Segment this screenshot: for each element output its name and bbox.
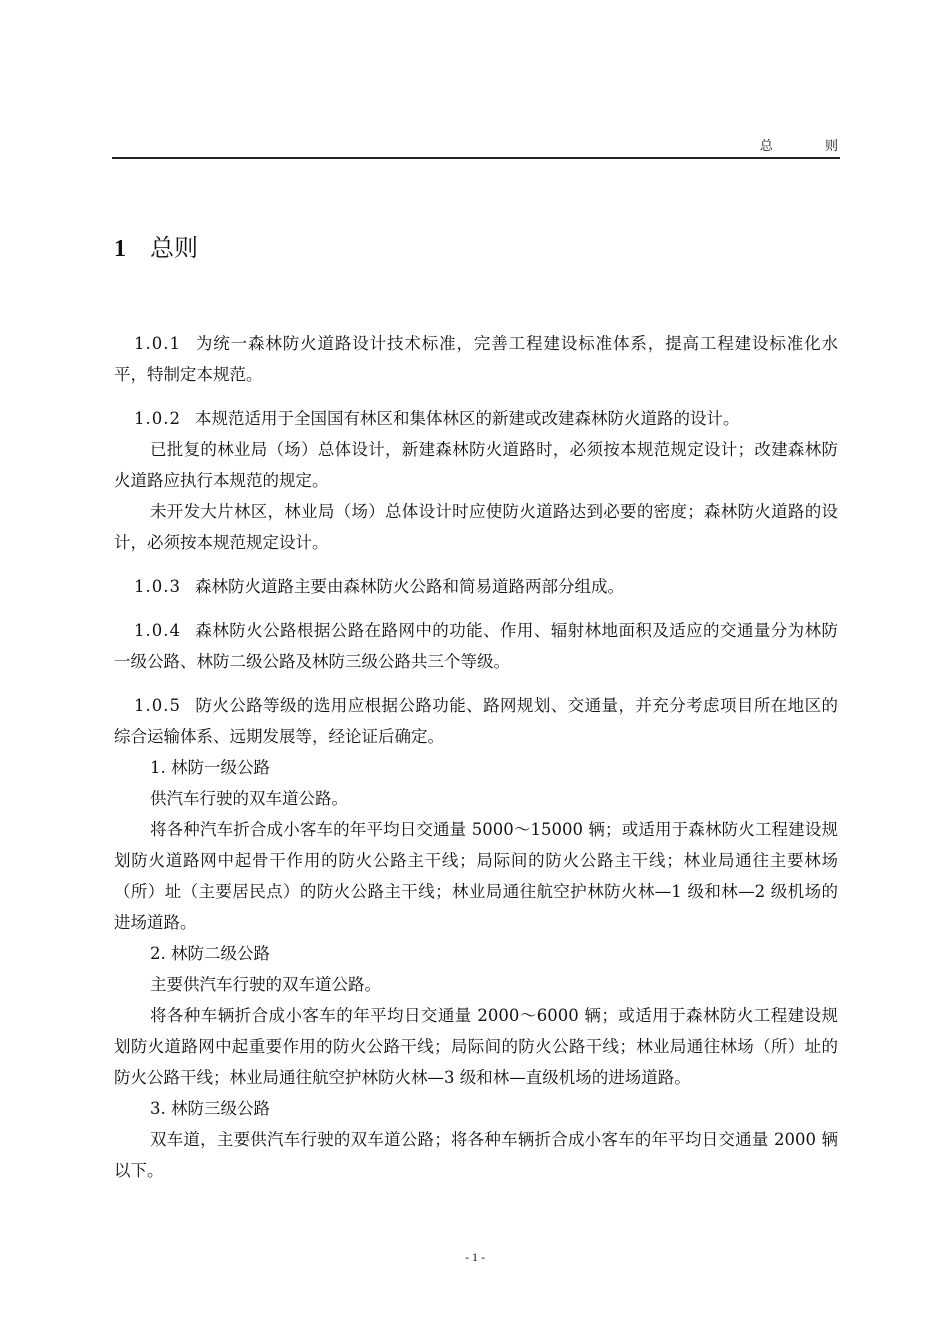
running-header [112,139,862,159]
clause-text: 为统一森林防火道路设计技术标准，完善工程建设标准体系，提高工程建设标准化水平，特制定本规范。 [114,334,838,384]
chapter-heading [114,232,198,265]
clause-number: 1.0.1 [134,334,181,353]
body-paragraph: 已批复的林业局（场）总体设计，新建森林防火道路时，必须按本规范规定设计；改建森林防火道路应执行本规范的规定。 [114,440,838,490]
clause-paragraph [114,571,838,602]
running-title: 总 则 [759,139,862,154]
clause-text: 森林防火公路根据公路在路网中的功能、作用、辐射林地面积及适应的交通量分为林防一级公路、林防二级公路及林防三级公路共三个等级。 [114,621,838,671]
clause-number: 1.0.5 [134,696,181,715]
chapter-number: 1 [114,236,126,262]
clause-text: 森林防火道路主要由森林防火公路和简易道路两部分组成。 [194,577,624,596]
body-paragraph: 双车道，主要供汽车行驶的双车道公路；将各种车辆折合成小客车的年平均日交通量 2000 辆以下。 [114,1130,838,1180]
clause-paragraph [114,328,838,390]
subsection-heading: 1. 林防一级公路 [150,758,270,777]
body-paragraph: 将各种汽车折合成小客车的年平均日交通量 5000～15000 辆；或适用于森林防火工程建设规划防火道路网中起骨干作用的防火公路主干线；局际间的防火公路主干线；林业局通往主要林场（所）址（主要居民点）的防火公路主干线；林业局通往航空护林防火林—1 级和林—2 级机场的进场道路。 [114,820,838,932]
clause-paragraph [114,403,838,434]
body-paragraph: 将各种车辆折合成小客车的年平均日交通量 2000～6000 辆；或适用于森林防火工程建设规划防火道路网中起重要作用的防火公路干线；局际间的防火公路干线；林业局通往林场（所）址的防火公路干线；林业局通往航空护林防火林—3 级和林—直级机场的进场道路。 [114,1006,838,1087]
clause-text: 本规范适用于全国国有林区和集体林区的新建或改建森林防火道路的设计。 [194,409,740,428]
clause-paragraph [114,615,838,677]
subsection-heading: 3. 林防三级公路 [150,1099,270,1118]
body-paragraph: 未开发大片林区，林业局（场）总体设计时应使防火道路达到必要的密度；森林防火道路的设计，必须按本规范规定设计。 [114,502,838,552]
clause-number: 1.0.3 [134,577,181,596]
clause-number: 1.0.4 [134,621,181,640]
body-paragraph: 主要供汽车行驶的双车道公路。 [150,975,381,994]
clause-text: 防火公路等级的选用应根据公路功能、路网规划、交通量，并充分考虑项目所在地区的综合运输体系、远期发展等，经论证后确定。 [114,696,838,746]
subsection-heading: 2. 林防二级公路 [150,944,270,963]
clause-paragraph [114,690,838,752]
body-paragraph: 供汽车行驶的双车道公路。 [150,789,348,808]
document-body [114,328,838,1186]
chapter-title: 总则 [150,234,198,262]
clause-number: 1.0.2 [134,409,181,428]
page-number: - 1 - [465,1250,485,1264]
